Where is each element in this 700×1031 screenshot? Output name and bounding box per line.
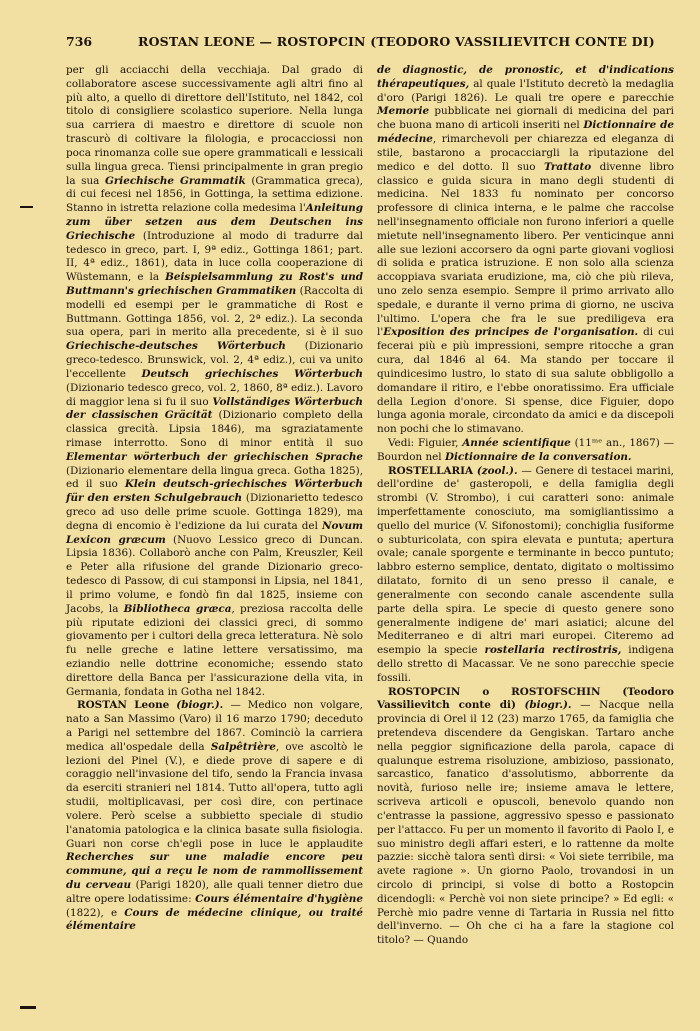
work-title: Recherches sur une maladie encore peu commune, qui a reçu le nom de rammollissement du cerveau — [66, 851, 363, 891]
work-title: Cours élémentaire d'hygiène — [195, 892, 363, 905]
entry-headword: ROSTOPCIN o ROSTOFSCHIN (Teodoro Vassilievitch conte di) — [377, 685, 674, 712]
work-title: Salpêtrière — [210, 740, 276, 753]
text: — Genere di testacei marini, dell'ordine de' gasteropoli, e della famiglia degli strombi (V. Strombo), i cui caratteri sono: animale imperfettamente conosciuto, ma somigliantissimo a quello del murice (V. Sifonostomi); conchiglia fusiforme o subturicolata, con spira elevata e puntuta; apertura ovale; canale sporgente e terminante in becco puntuto; labbro esterno semplice, dentato, digitato o moltissimo dilatato, fornito di un seno presso il canale, e generalmente con secondo canale ascendente sulla parte della spira. Le specie di questo genere sono generalmente indigene de' mari asiatici; alcune del Mediterraneo e di altri mari europei. Citeremo ad esempio la specie — [377, 464, 674, 657]
work-title: Deutsch griechisches Wörterbuch — [141, 367, 363, 380]
page-header — [66, 32, 676, 54]
rostan-entry — [66, 699, 363, 934]
work-title: Griechische Grammatik — [104, 174, 246, 187]
text: (Introduzione al modo di tradurre dal tedesco in greco, part. I, 9ª ediz., Gottinga 1861; part. II, 4ª ediz., 1861), data in luce colla cooperazione di Wüstemann, e la — [66, 229, 363, 284]
entry-headword: ROSTELLARIA — [388, 464, 474, 477]
text: (Dizionario greco-tedesco. Brunswick, vol. 2, 4ª ediz.), cui va unito l'eccellente — [66, 340, 363, 380]
text: di cui fecerai più e più impressioni, sempre ritocche a gran cura, dal 1846 al 64. Ma stando per toccare il quindicesimo lustro, lo stato di sua salute obbligollo a domandare il ritiro, e l'ebbe onoratissimo. Era ufficiale della Legion d'onore. Si spense, dice Figuier, dopo lunga agonia morale, circondato da amici e da discepoli non pochi che lo stimavano. — [377, 326, 674, 436]
entry-headword: ROSTAN Leone — [77, 699, 170, 712]
text: indigena dello stretto di Macassar. Ve ne sono parecchie specie fossili. — [377, 644, 674, 684]
work-title: Dictionnaire de la conversation. — [444, 450, 632, 463]
margin-mark — [20, 206, 33, 208]
work-title: Cours de médecine clinique, ou traité élémentaire — [66, 906, 363, 933]
work-title: Trattato — [543, 160, 592, 173]
text: (1822), e — [66, 906, 118, 919]
text: (11ᵐᵉ an., 1867) — Bourdon nel — [377, 436, 675, 463]
running-title: ROSTAN LEONE — ROSTOPCIN (TEODORO VASSILIEVITCH CONTE DI) — [138, 34, 655, 49]
work-title: Année scientifique — [462, 436, 571, 449]
text: (Raccolta di modelli ed esempi per le grammatiche di Rost e Buttmann. Gottinga 1856, vol. 2, 2ª ediz.). La seconda sua opera, pari in merito alla precedente, si è il suo — [66, 285, 363, 339]
text: , rimarchevoli per chiarezza ed eleganza di stile, bastarono a procacciargli la riputazione del medico e del dotto. Il suo — [377, 133, 674, 173]
work-title: Beispielsammlung zu Rost's und Buttmann's griechischen Grammatiken — [66, 271, 363, 297]
rostan-entry-continuation — [377, 64, 674, 437]
species-name: rostellaria rectirostris, — [484, 644, 622, 657]
entry-category: (biogr.). — [176, 699, 224, 712]
work-title: Anleitung zum über setzen aus dem Deutschen ins Griechische — [66, 202, 363, 242]
rostellaria-entry — [377, 465, 674, 686]
margin-mark — [20, 1006, 36, 1009]
text: , preziosa raccolta delle più riputate edizioni dei classici greci, di sommo giovamento per i cultori della greca letteratura. Nè solo fu nelle greche e latine lettere versatissimo, ma eziandio nelle dottrine economiche; essendo stato direttore della Banca per l'assicurazione della vita, in Germania, fondata in Gotha nel 1842. — [66, 602, 363, 698]
entry-category: (zool.). — [476, 464, 518, 477]
work-title: Klein deutsch-griechisches Wörterbuch für den ersten Schulgebrauch — [66, 478, 363, 505]
text: (Grammatica greca), di cui fecesi nel 1856, in Gottinga, la settima edizione. Stanno in istretta relazione colla medesima l' — [66, 174, 363, 215]
text: pubblicate nei giornali di medicina del pari che buona mano di articoli inseriti nel — [377, 105, 674, 132]
work-title: Dictionnaire de médecine — [377, 119, 674, 146]
text: (Dizionario tedesco greco, vol. 2, 1860, 8ª ediz.). Lavoro di maggior lena si fu il suo — [66, 381, 363, 408]
text: (Dizionario elementare della lingua greca. Gotha 1825), ed il suo — [66, 464, 363, 491]
work-title: de diagnostic, de pronostic, et d'indications thérapeutiques, — [377, 64, 674, 90]
references — [377, 437, 674, 465]
text: al quale l'Istituto decretò la medaglia d'oro (Parigi 1826). Le quali tre opere e parecchie — [377, 77, 674, 104]
work-title: Novum Lexicon græcum — [66, 519, 363, 546]
work-title: Elementar wörterbuch der griechischen Sprache — [66, 450, 363, 463]
left-column — [66, 64, 363, 934]
text: — Medico non volgare, nato a San Massimo (Varo) il 16 marzo 1790; deceduto a Parigi nel settembre del 1867. Cominciò la carriera medica all'ospedale della — [66, 699, 363, 753]
rostopcin-entry — [377, 686, 674, 948]
rost-entry-continuation — [66, 64, 363, 699]
text: — Nacque nella provincia di Orel il 12 (23) marzo 1765, da famiglia che pretendeva discendere da Gengiskan. Tartaro anche nella peggior significazione della parola, capace di qualunque estrema risoluzione, ambizioso, passionato, sarcastico, fanatico d'assolutismo, abborrente da novità, furioso nelle ire; insieme amava le lettere, scriveva articoli e opuscoli, benevolo quando non c'entrasse la passione, aggressivo spesso e passionato per l'attacco. Fu per un momento il favorito di Paolo I, e suo ministro degli affari esteri, e lo rattenne da molte pazzie: sicchè talora sentì dirsi: « Voi siete terribile, ma avete ragione ». Un giorno Paolo, trovandosi in un circolo di principi, si volse di botto a Rostopcin dicendogli: « Perchè voi non siete principe? » Ed egli: « Perchè mio padre venne di Tartaria in Russia nel fitto dell'inverno. — Oh che ci ha a fare la stagione col titolo? — Quando — [377, 699, 675, 947]
right-column — [377, 64, 674, 948]
text: (Parigi 1820), alle quali tenner dietro due altre opere lodatissime: — [66, 878, 363, 905]
work-title: Exposition des principes de l'organisation. — [383, 326, 639, 339]
work-title: Vollständiges Wörterbuch der classischen Gräcität — [66, 395, 363, 422]
text: , ove ascoltò le lezioni del Pinel (V.), e diede prove di sapere e di coraggio nell'invasione del tifo, sendo la Francia invasa da eserciti stranieri nel 1814. Tutto all'opera, tutto agli studii, moltiplicavasi, per così dire, con pertinace volere. Però scelse a subbietto speciale di studio l'anatomia patologica e la clinica basate sulla fisiologia. Guari non corse ch'egli pose in luce le applaudite — [66, 740, 363, 850]
work-title: Bibliotheca græca — [123, 602, 232, 615]
page-number: 736 — [66, 34, 93, 49]
text: per gli acciacchi della vecchiaja. Dal grado di collaboratore ascese successivamente agli altri fino al più alto, a quello di direttore dell'Istituto, nel 1842, col titolo di consigliere scolastico superiore. Nella lunga sua carriera di maestro e direttore di scuole non trascurò di coltivare la filologia, e procacciossi non poca rinomanza colle sue opere grammaticali e lessicali sulla lingua greca. Tiensi principalmente in gran pregio la sua — [66, 64, 363, 187]
text: Vedi: Figuier, — [388, 436, 459, 449]
text: divenne libro classico e guida sicura in mano degli studenti di medicina. Nel 1833 fu nominato per concorso professore di clinica interna, e le palme che raccolse nell'insegnamento officiale non furono inferiori a quelle mietute nell'insegnamento libero. Per venticinque anni alle sue lezioni accorsero da ogni parte giovani vogliosi di solida e pratica istruzione. E non solo alla scienza accoppiava svariata erudizione, ma, ciò che più rileva, uno zelo senza esempio. Sempre il primo arrivato allo spedale, e durante il verno prima di giorno, ne usciva l'ultimo. L'opera che fra le sue prediligeva era l' — [377, 160, 675, 339]
text: (Dizionario completo della classica grecità. Lipsia 1846), ma sgraziatamente rimase interrotto. Sono di minor entità il suo — [66, 409, 363, 449]
work-title: Memorie — [377, 105, 430, 118]
entry-category: (biogr.). — [524, 699, 572, 712]
text: (Nuovo Lessico greco di Duncan. Lipsia 1836). Collaborò anche con Palm, Kreuszler, Keil e Peter alla rifusione del grande Dizionario greco-tedesco di Passow, di cui stamponsi in Lipsia, nel 1841, il primo volume, e fondò fin dal 1825, insieme con Jacobs, la — [66, 533, 363, 615]
work-title: Griechische-deutsches Wörterbuch — [66, 340, 286, 353]
text: (Dizionarietto tedesco greco ad uso delle prime scuole. Gottinga 1829), ma degna di encomio è l'edizione da lui curata del — [66, 492, 363, 532]
